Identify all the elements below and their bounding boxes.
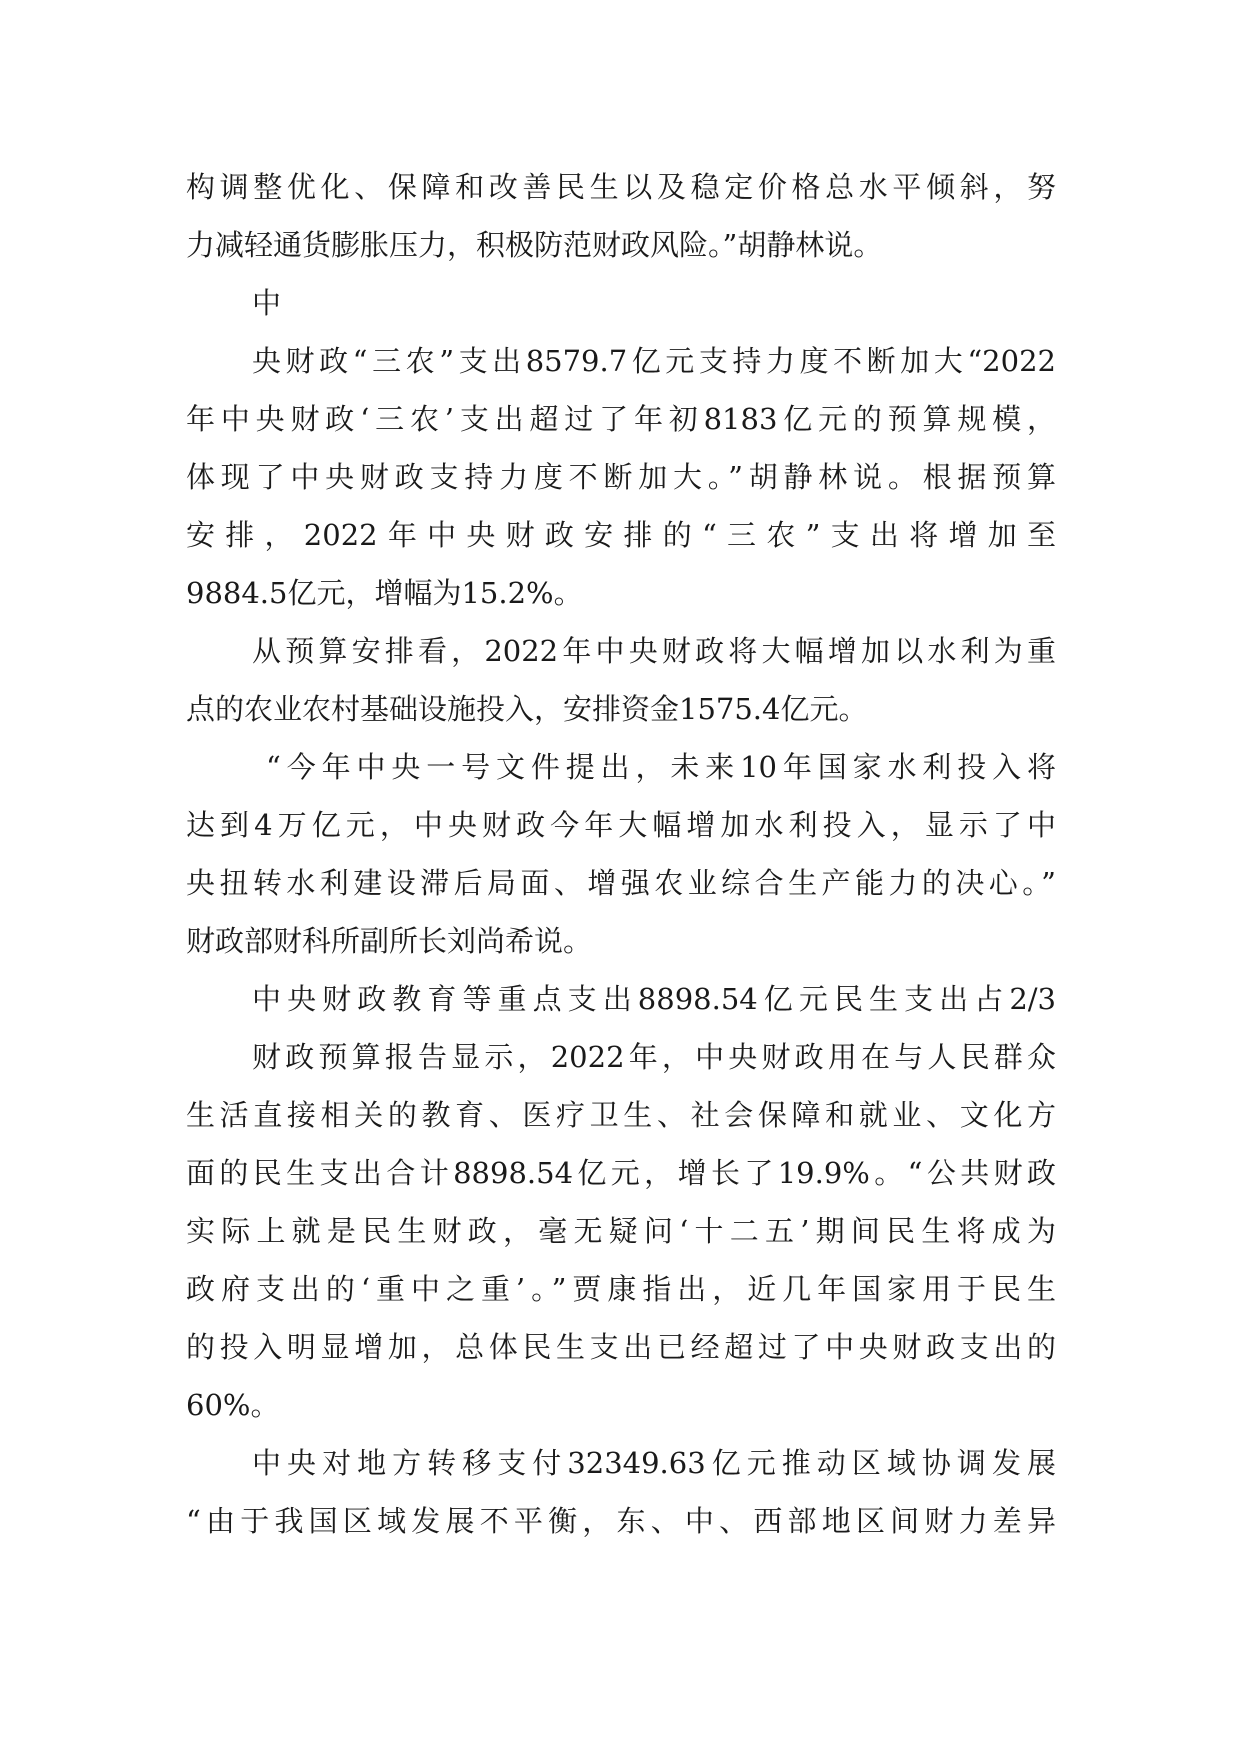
text-line: 构调整优化、保障和改善民生以及稳定价格总水平倾斜，努 [186,170,1056,204]
text-line: “由于我国区域发展不平衡，东、中、西部地区间财力差异 [186,1504,1056,1538]
text-line: 政府支出的‘重中之重’。”贾康指出，近几年国家用于民生 [186,1272,1056,1306]
text-line: 力减轻通货膨胀压力，积极防范财政风险。”胡静林说。 [186,228,883,262]
text-line: 财政预算报告显示，2022年，中央财政用在与人民群众 [252,1040,1056,1074]
text-line: 从预算安排看，2022年中央财政将大幅增加以水利为重 [252,634,1056,668]
text-line: 年中央财政‘三农’支出超过了年初8183亿元的预算规模， [186,402,1056,436]
text-line: 面的民生支出合计8898.54亿元，增长了19.9%。“公共财政 [186,1156,1056,1190]
section-heading-line: 中央对地方转移支付32349.63亿元推动区域协调发展 [252,1446,1056,1480]
text-line: 60%。 [186,1388,280,1422]
text-line: 安排，2022年中央财政安排的“三农”支出将增加至 [186,518,1056,552]
text-line: 生活直接相关的教育、医疗卫生、社会保障和就业、文化方 [186,1098,1056,1132]
section-heading-line: 中央财政教育等重点支出8898.54亿元民生支出占2/3 [252,982,1056,1016]
text-line: 9884.5亿元，增幅为15.2%。 [186,576,583,610]
text-line: 财政部财科所副所长刘尚希说。 [186,924,593,958]
text-line: 达到4万亿元，中央财政今年大幅增加水利投入，显示了中 [186,808,1056,842]
body-text [186,158,1056,1550]
text-line: 实际上就是民生财政，毫无疑问‘十二五’期间民生将成为 [186,1214,1056,1248]
text-line: 点的农业农村基础设施投入，安排资金1575.4亿元。 [186,692,868,726]
text-line: 央财政“三农”支出8579.7亿元支持力度不断加大“2022 [252,344,1056,378]
text-line: 中 [252,286,282,320]
text-line: 体现了中央财政支持力度不断加大。”胡静林说。根据预算 [186,460,1056,494]
text-line: 的投入明显增加，总体民生支出已经超过了中央财政支出的 [186,1330,1056,1364]
text-line: “今年中央一号文件提出，未来10年国家水利投入将 [266,750,1056,784]
text-line: 央扭转水利建设滞后局面、增强农业综合生产能力的决心。” [186,866,1056,900]
